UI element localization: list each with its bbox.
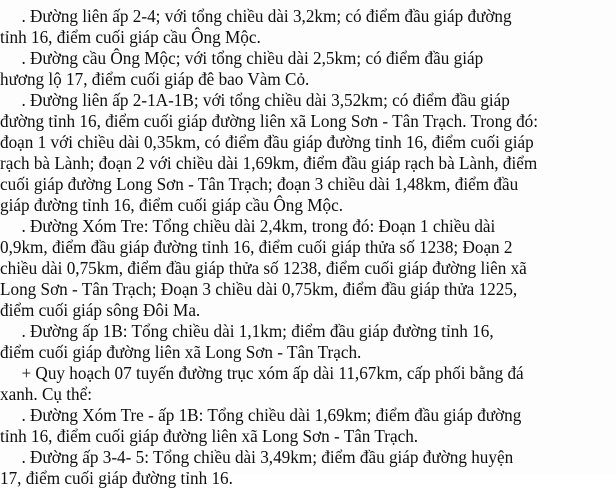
text-line-3: . Đường cầu Ông Mộc; với tổng chiều dài 2,5km; có điểm đầu giáp [0, 48, 484, 68]
text-line-11: . Đường Xóm Tre: Tổng chiều dài 2,4km, trong đó: Đoạn 1 chiều dài [0, 216, 496, 236]
text-line-14: Long Sơn - Tân Trạch; Đoạn 3 chiều dài 0,75km, điểm đầu giáp thửa 1225, [0, 279, 518, 299]
text-line-8: rạch bà Lành; đoạn 2 với chiều dài 1,69km, điểm đầu giáp rạch bà Lành, điểm [0, 153, 538, 173]
text-line-6: đường tỉnh 16, điểm cuối giáp đường liên xã Long Sơn - Tân Trạch. Trong đó: [0, 111, 539, 131]
text-line-10: giáp đường tỉnh 16, điểm cuối giáp cầu Ông Mộc. [0, 195, 344, 215]
text-line-2: tỉnh 16, điểm cuối giáp cầu Ông Mộc. [0, 27, 261, 47]
text-line-20: . Đường Xóm Tre - ấp 1B: Tổng chiều dài 1,69km; điểm đầu giáp đường [0, 405, 522, 425]
text-line-1: . Đường liên ấp 2-4; với tổng chiều dài 3,2km; có điểm đầu giáp đường [0, 6, 512, 26]
text-line-21: tỉnh 16, điểm cuối giáp đường liên xã Long Sơn - Tân Trạch. [0, 426, 419, 446]
text-line-15: điểm cuối giáp sông Đôi Ma. [0, 300, 201, 320]
text-line-5: . Đường liên ấp 2-1A-1B; với tổng chiều dài 3,52km; có điểm đầu giáp [0, 90, 510, 110]
text-line-23: 17, điểm cuối giáp đường tỉnh 16. [0, 468, 233, 488]
text-line-16: . Đường ấp 1B: Tổng chiều dài 1,1km; điểm đầu giáp đường tỉnh 16, [0, 321, 494, 341]
text-line-4: hương lộ 17, điểm cuối giáp đê bao Vàm Cỏ. [0, 69, 310, 89]
text-line-12: 0,9km, điểm đầu giáp đường tỉnh 16, điểm cuối giáp thửa số 1238; Đoạn 2 [0, 237, 513, 257]
text-line-9: cuối giáp đường Long Sơn - Tân Trạch; đoạn 3 chiều dài 1,48km, điểm đầu [0, 174, 519, 194]
text-line-22: . Đường ấp 3-4- 5: Tổng chiều dài 3,49km; điểm đầu giáp đường huyện [0, 447, 514, 467]
text-line-19: xanh. Cụ thể: [0, 384, 93, 404]
text-line-18: + Quy hoạch 07 tuyến đường trục xóm ấp dài 11,67km, cấp phối bằng đá [0, 363, 524, 383]
text-line-17: điểm cuối giáp đường liên xã Long Sơn - Tân Trạch. [0, 342, 362, 362]
text-line-7: đoạn 1 với chiều dài 0,35km, có điểm đầu giáp đường tỉnh 16, điểm cuối giáp [0, 132, 534, 152]
text-line-13: chiều dài 0,75km, điểm đầu giáp thửa số 1238, điểm cuối giáp đường liên xã [0, 258, 527, 278]
